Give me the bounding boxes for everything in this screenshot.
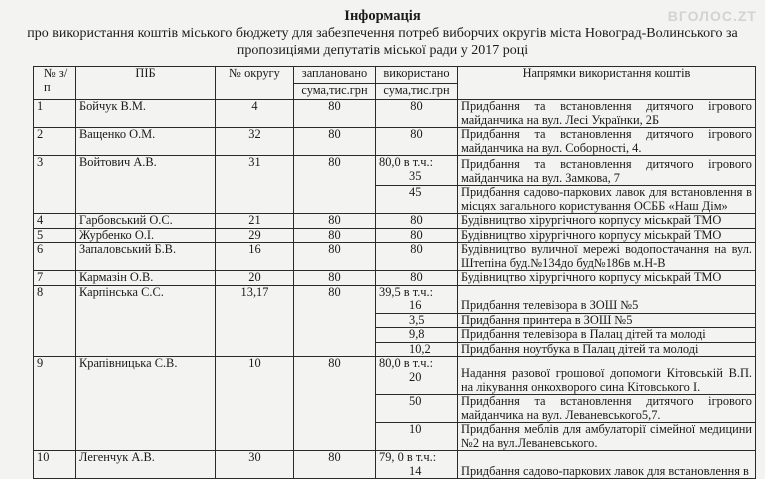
row-num: 10 [34,451,76,479]
row-used [376,342,458,357]
row-used-amount: 20 [409,370,422,384]
row-planned: 80 [294,156,376,214]
row-planned: 80 [294,128,376,156]
row-district: 4 [216,100,294,128]
row-num: 9 [34,357,76,451]
row-planned: 80 [294,271,376,286]
row-direction: Будівництво вуличної мережі водопостачання на вул. Штепіна буд.№134до буд№186в м.Н-В [458,243,756,271]
row-direction: Будівництво хірургічного корпусу міськрай ТМО [458,271,756,286]
row-direction: Придбання меблів для амбулаторії сімейної медицини №2 на вул.Леваневського. [458,423,756,451]
row-used-amount: 3,5 [409,313,425,327]
row-used-total: 80,0 в т.ч.: [376,156,458,170]
row-district: 32 [216,128,294,156]
row-direction: Придбання та встановлення дитячого ігрового майданчика на вул. Лесі Українки, 2Б [458,100,756,128]
header-planned: заплановано [294,67,376,84]
watermark-logo: ВГОЛОС.ZT [667,8,757,24]
row-used [376,328,458,343]
row-direction: Придбання ноутбука в Палац дітей та молоді [458,342,756,357]
row-used-amount: 35 [409,169,422,183]
row-used [376,170,458,186]
row-district: 29 [216,228,294,243]
row-direction: Придбання та встановлення дитячого ігрового майданчика на вул. Соборності, 4. [458,128,756,156]
row-num: 2 [34,128,76,156]
row-used-total: 80,0 в т.ч.: [376,357,458,371]
row-district: 10 [216,357,294,451]
document-title: Інформація [344,8,421,24]
header-num: № з/п [34,67,76,100]
row-used [376,395,458,423]
funds-usage-table [33,66,756,479]
row-planned: 80 [294,285,376,357]
row-used: 80 [376,128,458,156]
row-num: 5 [34,228,76,243]
row-num: 3 [34,156,76,214]
document-header [0,8,765,59]
row-used [376,299,458,313]
row-num: 8 [34,285,76,357]
row-used [376,186,458,214]
row-name: Бойчук В.М. [76,100,216,128]
row-district: 30 [216,451,294,479]
table-row [34,156,756,170]
row-num: 6 [34,243,76,271]
row-planned: 80 [294,214,376,229]
row-direction: Придбання та встановлення дитячого ігрового майданчика на вул. Замкова, 7 [458,156,756,186]
row-used-amount: 16 [409,299,422,312]
table-row [34,271,756,286]
row-num: 7 [34,271,76,286]
row-used-amount: 10 [409,422,422,436]
row-used-amount: 14 [409,464,422,478]
row-district: 21 [216,214,294,229]
row-used-amount: 9,8 [409,327,425,341]
row-planned: 80 [294,451,376,479]
row-name: Гарбовський О.С. [76,214,216,229]
table-row [34,214,756,229]
row-direction: Придбання принтера в ЗОШ №5 [458,313,756,328]
row-used-amount: 50 [409,394,422,408]
row-used-total: 79, 0 в т.ч.: [376,451,458,465]
row-name: Запаловський Б.В. [76,243,216,271]
header-district: № округу [216,67,294,100]
table-row [34,285,756,299]
row-used-amount: 10,2 [409,342,431,356]
row-used: 80 [376,271,458,286]
table-row [34,128,756,156]
table-row [34,357,756,371]
row-name: Кармазін О.В. [76,271,216,286]
row-direction: Будівництво хірургічного корпусу міськрай ТМО [458,214,756,229]
header-used-unit: сума,тис.грн [376,84,458,100]
row-num: 1 [34,100,76,128]
header-planned-unit: сума,тис.грн [294,84,376,100]
document-subtitle-line-2: пропозиціями депутатів міської ради у 2017 році [236,43,529,58]
document-subtitle-line-1: про використання коштів міського бюджету для забезпечення потреб виборчих округів міста Новоград-Волинського за [27,26,738,41]
row-used: 80 [376,100,458,128]
row-used [376,313,458,328]
row-district: 20 [216,271,294,286]
row-district: 31 [216,156,294,214]
header-direction: Напрямки використання коштів [458,67,756,100]
row-used [376,465,458,479]
row-district: 13,17 [216,285,294,357]
row-direction: Будівництво хірургічного корпусу міськрай ТМО [458,228,756,243]
row-used-amount: 45 [409,185,422,199]
row-used [376,371,458,395]
row-direction: Придбання та встановлення дитячого ігрового майданчика на вул. Леваневського5,7. [458,395,756,423]
header-used: використано [376,67,458,84]
row-name: Крапівницька С.В. [76,357,216,451]
row-name: Журбенко О.І. [76,228,216,243]
row-num: 4 [34,214,76,229]
row-used: 80 [376,243,458,271]
row-direction: Надання разової грошової допомоги Кітовській В.П. на лікування онкохворого сина Кітовського І. [458,357,756,395]
row-direction: Придбання садово-паркових лавок для встановлення в [458,451,756,479]
row-used [376,423,458,451]
row-name: Легенчук А.В. [76,451,216,479]
row-used: 80 [376,228,458,243]
header-name: ПІБ [76,67,216,100]
row-name: Карпінська С.С. [76,285,216,357]
table-row [34,100,756,128]
row-name: Ващенко О.М. [76,128,216,156]
row-used-total: 39,5 в т.ч.: [376,285,458,299]
row-planned: 80 [294,357,376,451]
row-direction: Придбання садово-паркових лавок для встановлення в місцях загального користування ОСББ «Наш Дім» [458,186,756,214]
row-direction: Придбання телевізора в ЗОШ №5 [458,285,756,313]
row-planned: 80 [294,100,376,128]
table-row [34,243,756,271]
table-row [34,228,756,243]
row-used: 80 [376,214,458,229]
table-row [34,451,756,465]
row-district: 16 [216,243,294,271]
row-planned: 80 [294,243,376,271]
row-name: Войтович А.В. [76,156,216,214]
row-planned: 80 [294,228,376,243]
row-direction: Придбання телевізора в Палац дітей та молоді [458,328,756,343]
